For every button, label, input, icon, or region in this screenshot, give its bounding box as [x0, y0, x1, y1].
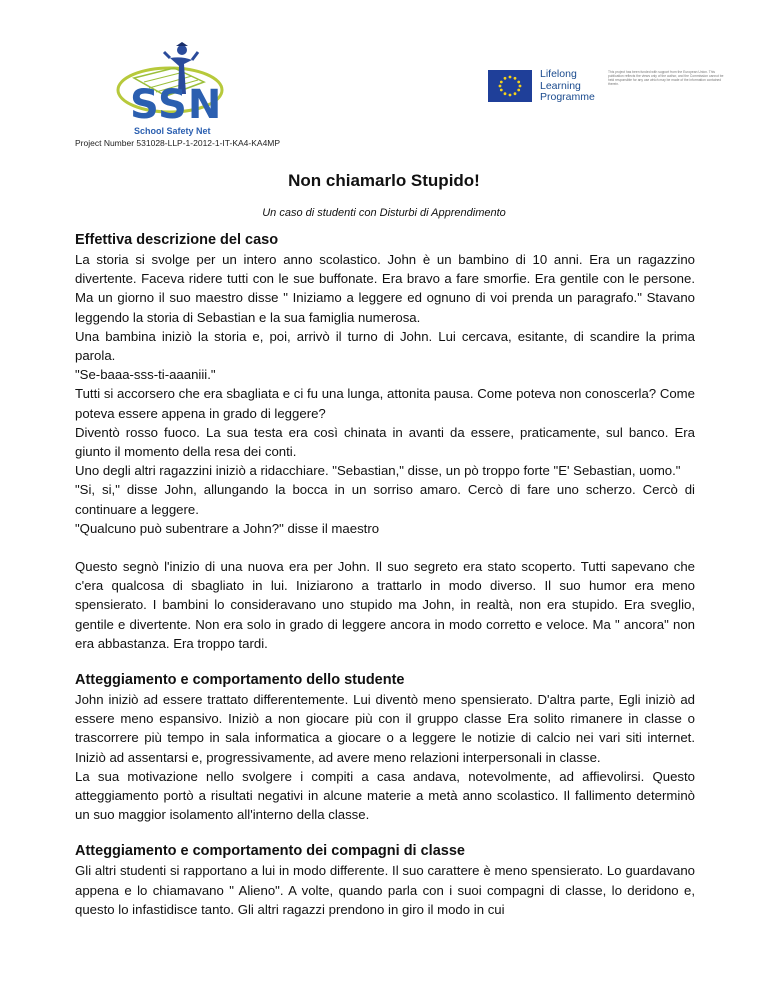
programme-line: Lifelong: [540, 68, 577, 80]
document-subtitle: Un caso di studenti con Disturbi di Apprendimento: [262, 207, 506, 219]
paragraph: Diventò rosso fuoco. La sua testa era così chinata in avanti da essere, praticamente, sul banco. Era giunto il momento della resa dei conti.: [75, 424, 695, 460]
paragraph: "Se-baaa-sss-ti-aaaniii.": [75, 367, 216, 383]
document-title: Non chiamarlo Stupido!: [288, 171, 480, 190]
paragraph: Una bambina iniziò la storia e, poi, arrivò il turno di John. Lui cercava, esitante, di scandire la prima parola.: [75, 328, 695, 364]
paragraph: Uno degli altri ragazzini iniziò a ridacchiare. "Sebastian," disse, un pò troppo forte "E' Sebastian, uomo.": [75, 463, 681, 479]
paragraph: Questo segnò l'inizio di una nuova era per John. Il suo segreto era stato scoperto. Tutti sapevano che c'era qualcosa di sbagliato in lui. Iniziarono a trattarlo in modo diverso. Il suo humor era meno spensierato. I bambini lo consideravano uno stupido ma John, in realtà, non era stupido. Era sveglio, gentile e divertente. Non era solo in grado di leggere ancora in modo corretto e veloce. Ma " ancora" non era abbastanza. Era troppo tardi.: [75, 559, 695, 651]
paragraph: Gli altri studenti si rapportano a lui in modo differente. Il suo carattere è meno spensierato. Lo guardavano appena e lo chiamavano " Alieno". A volte, quando parla con i suoi compagni di classe, lo deridono e, questo lo infastidisce tanto. Gli altri ragazzi prendono in giro il modo in cui: [75, 863, 695, 917]
paragraph: "Si, si," disse John, allungando la bocca in un sorriso amaro. Cercò di fare uno scherzo. Cercò di continuare a leggere.: [75, 482, 695, 517]
programme-line: Programme: [540, 91, 595, 103]
section-heading: Atteggiamento e comportamento dello studente: [75, 672, 405, 689]
logo-subtitle: School Safety Net: [134, 126, 211, 136]
project-number: Project Number 531028-LLP-1-2012-1-IT-KA4-KA4MP: [75, 138, 281, 148]
programme-line: Learning: [540, 79, 581, 92]
paragraph: La storia si svolge per un intero anno scolastico. John è un bambino di 10 anni. Era un ragazzino divertente. Faceva ridere tutti con le sue buffonate. Era bravo a fare smorfie. Era gentile con le persone. Ma un giorno il suo maestro disse " Iniziamo a leggere ed ognuno di voi prenda un paragrafo." Stavano leggendo la storia di Sebastian e la sua famiglia numerosa.: [75, 252, 695, 325]
document-body: [75, 230, 695, 919]
eu-flag-icon: [488, 70, 532, 102]
logo-letters: SSN: [130, 82, 223, 128]
ssn-logo: [104, 38, 236, 138]
section-spacer: [75, 653, 695, 670]
paragraph: La sua motivazione nello svolgere i compiti a casa andava, notevolmente, ad affievolirsi. Questo atteggiamento portò a risultati negativi in alcune materie a metà anno scolastico. Il fallimento determinò un suo maggior isolamento all'interno della classe.: [75, 768, 695, 823]
section-heading: Effettiva descrizione del caso: [75, 232, 279, 248]
paragraph: "Qualcuno può subentrare a John?" disse il maestro: [75, 520, 380, 536]
paragraph: Tutti si accorsero che era sbagliata e ci fu una lunga, attonita pausa. Come poteva non conoscerla? Come poteva essere appena in grado di leggere?: [75, 386, 695, 421]
paragraph: John iniziò ad essere trattato differentemente. Lui diventò meno spensierato. D'altra parte, Egli iniziò ad essere meno espansivo. Iniziò a non giocare più con il gruppo classe Era solito rimanere in classe o trascorrere più tempo in sala informatica a giocare o a leggere le notizie di calcio nei vari siti internet. Iniziò ad assentarsi e, progressivamente, ad avere meno relazioni interpersonali in classe.: [75, 692, 695, 765]
eu-disclaimer: This project has been funded with support from the European Union. This publication reflects the views only of the author, and the Commission cannot be held responsible for any use which may be made of the information contained therein.: [608, 70, 724, 87]
section-heading: Atteggiamento e comportamento dei compagni di classe: [75, 843, 465, 860]
programme-name: [540, 69, 595, 104]
section-spacer: [75, 824, 695, 841]
paragraph-spacer: [75, 538, 695, 557]
